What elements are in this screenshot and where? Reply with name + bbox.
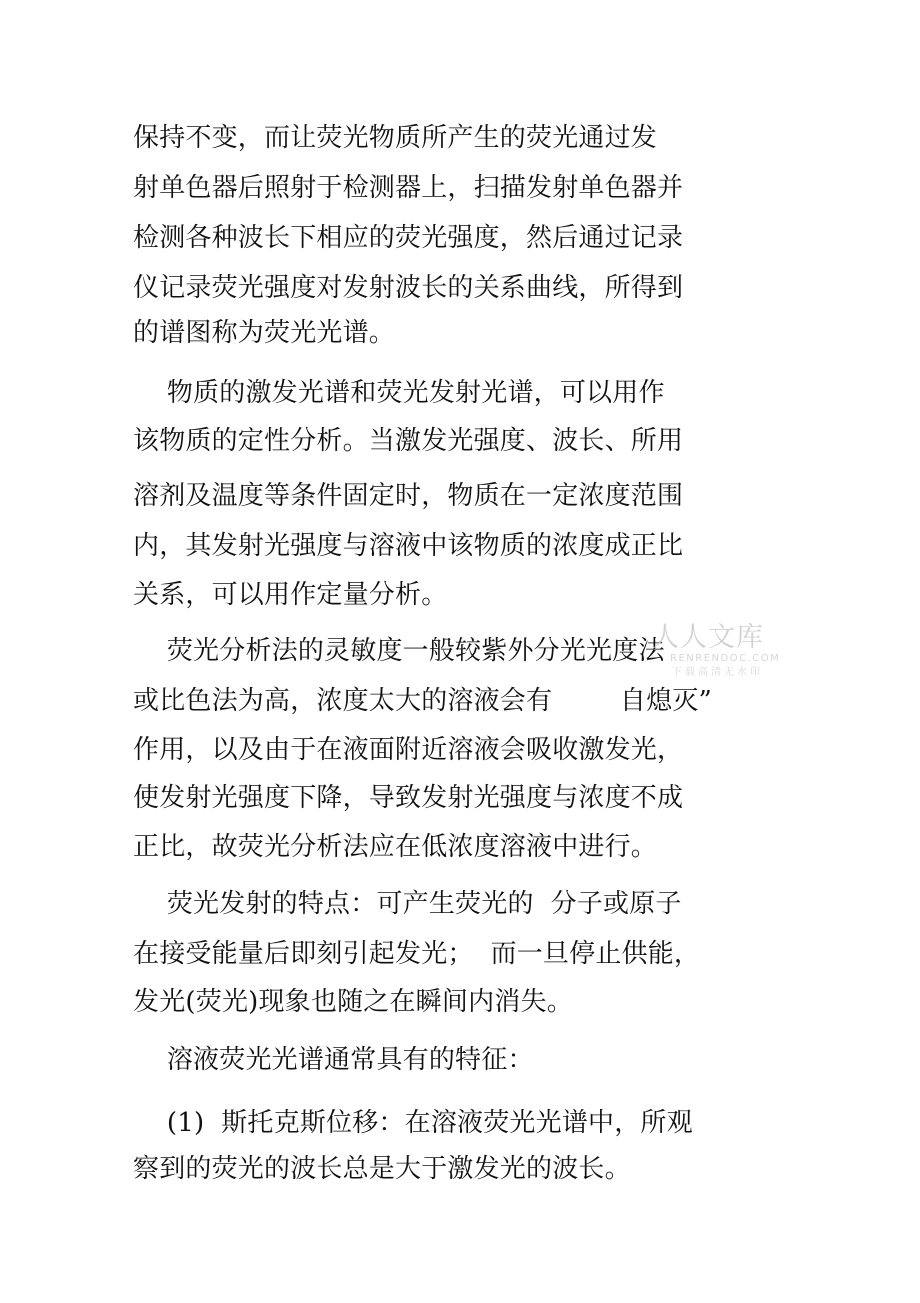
text-line: 的谱图称为荧光光谱。 (133, 318, 396, 348)
watermark-title: 人人文库 (652, 622, 764, 653)
text-line: 荧光分析法的灵敏度一般较紫外分光光度法 (133, 636, 665, 666)
text-line: 或比色法为高，浓度太大的溶液会有 自熄灭” (133, 686, 713, 716)
text-line: 在接受能量后即刻引起发光； 而一旦停止供能， (133, 939, 701, 969)
text-line: 察到的荧光的波长总是大于激发光的波长。 (133, 1154, 631, 1184)
text-line: 关系，可以用作定量分析。 (133, 580, 448, 610)
text-line: 射单色器后照射于检测器上，扫描发射单色器并 (133, 173, 684, 203)
text-line: 溶剂及温度等条件固定时，物质在一定浓度范围 (133, 481, 684, 511)
text-line: 溶液荧光光谱通常具有的特征： (133, 1045, 534, 1075)
text-line: 内，其发射光强度与溶液中该物质的浓度成正比 (133, 531, 684, 561)
text-line: 仪记录荧光强度对发射波长的关系曲线，所得到 (133, 273, 684, 303)
text-line: 荧光发射的特点：可产生荧光的 分子或原子 (133, 889, 682, 919)
text-line: 该物质的定性分析。当激发光强度、波长、所用 (133, 426, 684, 456)
watermark-logo (652, 622, 781, 684)
text-line: (1) 斯托克斯位移：在溶液荧光光谱中，所观 (133, 1108, 693, 1138)
watermark-url: RENRENDOC.COM (670, 653, 781, 664)
text-line: 使发射光强度下降，导致发射光强度与浓度不成 (133, 783, 684, 813)
text-line: 发光(荧光)现象也随之在瞬间内消失。 (133, 987, 573, 1017)
text-line: 检测各种波长下相应的荧光强度，然后通过记录 (133, 223, 684, 253)
text-line: 保持不变，而让荧光物质所产生的荧光通过发 (133, 123, 658, 153)
text-line: 正比，故荧光分析法应在低浓度溶液中进行。 (133, 832, 658, 862)
text-line: 作用，以及由于在液面附近溶液会吸收激发光， (133, 735, 684, 765)
text-line: 物质的激发光谱和荧光发射光谱，可以用作 (133, 378, 665, 408)
watermark-subtitle: 下载高清无水印 (672, 667, 763, 678)
